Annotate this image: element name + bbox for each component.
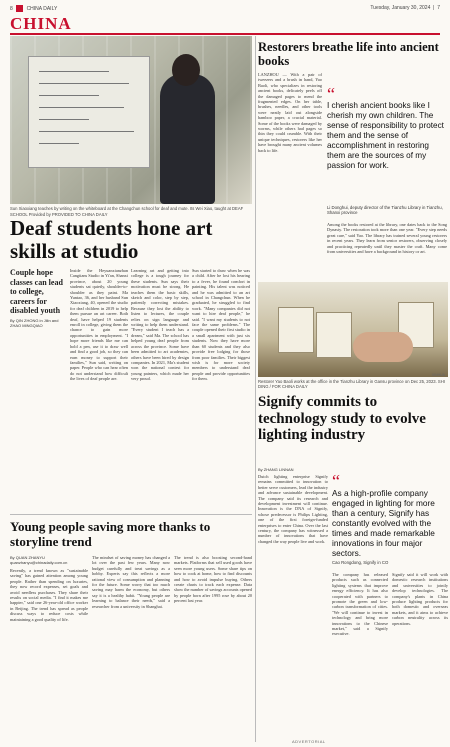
quote-mark-icon: “ — [327, 84, 335, 104]
second-body-col1: Recently, a trend known as "sustainable saving" has gained attention among young people. Rather than spending on luxuries, they now record expenses, set goals and avoid needless purchases. They share their results on social media. "I find it makes me happier," said one 26-year-old office worker in Beijing. The trend has spread as people discuss ways to reduce costs while maintaining a good quality of life. — [10, 568, 88, 622]
advertorial-label: ADVERTORIAL — [292, 739, 326, 744]
ad-byline: By ZHANG LINNAN — [258, 467, 294, 472]
lead-body-col1: Inside the Heyuanxianzhan Cangtians Studio in Yi'an, Shanxi province, about 20 young students sat quietly, shoulder-to-shoulder as they paint. Ma Yuntao, 36, and her husband Sun Xiaoxiang, 40, opened the studio for deaf children in 2019 to help them pursue an art career. Both deaf, have helped 19 students enroll in college, giving them the chance to gain more opportunities in employment. "I hope more friends like me can hold a pen, use it to draw well and find a good job, so they can earn money to support their families," Sun said, writing on paper. People who can hear often do not understand how difficult the lives of deaf people are. — [70, 268, 128, 382]
china-daily-logo-icon — [16, 5, 23, 12]
ad-body-col1: Dutch lighting enterprise Signify remains committed to innovation to better serve customers, lead the industry and advance sustainable development. The company said its research and development investment will continue. Innovation is the DNA of Signify, whose predecessor is Philips Lighting, one of the first foreign-funded enterprises to enter China. Over the last century, the company has witnessed a number of innovations that have changed the way people live and work. — [258, 474, 328, 544]
lead-byline: By QIN ZHONG in Jilin and ZHAO MINGQIAO — [10, 318, 59, 328]
ad-quote-attr: Cao Rongdong, Signify in CO — [332, 560, 389, 565]
lead-headline[interactable]: Deaf students hone art skills at studio — [10, 216, 213, 263]
right-headline[interactable]: Restorers breathe life into ancient books — [258, 40, 439, 68]
header-right: Tuesday, January 30, 2024 | 7 — [370, 5, 440, 11]
second-body-col2: The mindset of saving money has changed a lot over the past few years. Many now budget carefully and treat savings as a hobby. Experts say this reflects a more rational view of consumption and planning for the future. Some worry that too much saving may harm the economy, but others say it is a healthy habit. "Young people are learning to balance their needs," said a researcher from a university in Shanghai. — [92, 555, 170, 609]
divider — [10, 514, 252, 515]
ad-body-col2: The company has released products such as connected lighting systems that improve energy efficiency. It has also cooperated with partners to promote the green and low-carbon transformation of cities. "We will continue to invest in technology and bring more innovations to the Chinese market," said a Signify executive. — [332, 572, 388, 637]
right-pull-quote — [327, 84, 447, 171]
lead-photo-caption: Sun Xiaoxiang teaches by writing on the whiteboard at the Changchun school for deaf and mute. Its Wei Xiao, taught at DEAF SCHOOL Provided by PROVIDED TO CHINA DAILY — [10, 206, 244, 217]
lead-body-col2: Learning art and getting into college is a tough journey for these students. Sun says their motivation must be strong. He teaches them the basic skills, sketch and color, step by step, patiently correcting mistakes. Because they lost the ability to listen to lectures, the couple relies on sign language and writing to help them understand. "Every student I teach has a dream," said Ma. The school has helped young deaf people from across the province. Some have been admitted to art academies, others have been hired by design companies. In 2021, Ma's student won the national contest for young painters, which made her very proud. — [131, 268, 189, 382]
quote-mark-icon: “ — [332, 471, 340, 491]
header-left — [10, 5, 57, 12]
photo-person-head — [172, 54, 200, 86]
ad-body-col3: Signify said it will work with domestic research institutions and universities to jointly develop technologies. The company's plants in China produce lighting products for both domestic and overseas markets, and it aims to achieve carbon neutrality across its operations. — [392, 572, 448, 626]
issue-date: Tuesday, January 30, 2024 — [370, 5, 431, 11]
section-title: CHINA — [10, 14, 72, 33]
right-body-col1: LANZHOU — With a pair of tweezers and a brush in hand, Yao Baoli, who specializes in restoring ancient books, delicately peels off the damaged pages to mend the fragmented edges. On her table, brushes, needles, and other tools were neatly laid out alongside bamboo paper, a crucial material. Some of the books were damaged by worms, while others had pages so thin they could crumble. With their unique techniques, restorers like her have brought many ancient volumes back to life. — [258, 72, 322, 153]
ad-pull-quote-text: As a high-profile company engaged in lighting for more than a century, Signify has constantly evolved with the times and made remarkable innovations in four major sectors. — [332, 488, 435, 558]
restorer-photo — [258, 282, 448, 377]
lead-photo — [10, 36, 252, 204]
photo-whiteboard — [28, 56, 150, 168]
right-pull-quote-text: I cherish ancient books like I cherish my own children. The sense of responsibility to protect them and the sense of accomplishment in restoring them are the sources of my passion for work. — [327, 101, 444, 170]
photo-source: XINHUA — [431, 373, 445, 377]
page-label: 7 — [437, 5, 440, 11]
page-header — [10, 3, 440, 13]
photo-book-page — [278, 307, 314, 353]
second-body-col3: The trend is also boosting second-hand markets. Platforms that sell used goods have seen more young users. Some share tips on how to cook at home, how to find discounts and how to avoid impulse buying. Others create charts to track each expense. Data show the number of savings accounts opened by people born after 1995 rose by about 20 percent last year. — [174, 555, 252, 604]
photo-person — [160, 74, 215, 204]
second-headline[interactable]: Young people saving more thanks to storyline trend — [10, 519, 211, 549]
ad-headline[interactable]: Signify commits to technology study to evolve lighting industry — [258, 394, 426, 443]
right-pull-attr: Li Donghui, deputy director of the Tianzhu Library in Tianzhu, Shanxi province — [327, 205, 443, 216]
paper-name: CHINA DAILY — [26, 5, 58, 12]
lead-body-col3: Sun started to draw when he was a child. After he lost his hearing to a fever, he found comfort in painting. His talent was noticed and he was admitted to an art school in Changchun. When he graduated, he struggled to find work. "Many companies did not want to hire deaf people," he said. "I want my students to not face the same problems." The couple opened their first studio in a small apartment with just six students. Now they have more than 60 students and they also provide free lodging for those from poor families. Their biggest wish is for more society members to understand deaf people and provide opportunities for them. — [192, 268, 250, 382]
restorer-photo-caption: Restorer Yao Baoli works at the office in the Tianzhu Library in Gansu province on Dec 25, 2023. SHI DING / FOR CHINA DAILY — [258, 379, 445, 390]
section-rule — [10, 33, 440, 35]
photo-book-page — [316, 312, 352, 358]
right-body-col2: Among the books restored at the library, one dates back to the Song Dynasty. The restoration took more than one year. "Every step needs great care," said Yao. The library has trained several young restorers in recent years. They learn from senior restorers, observing closely and practicing repeatedly until they master the craft. Many come from universities and have a background in history or art. — [327, 222, 447, 255]
vertical-divider — [255, 36, 256, 742]
lead-deck: Couple hope classes can lead to college, careers for disabled youth — [10, 268, 63, 315]
second-byline: By QUAN ZHANYU quanzhanyu@chinadaily.com.cn — [10, 555, 68, 565]
photo-hand — [353, 332, 413, 362]
page-number: 8 — [10, 5, 13, 12]
ad-pull-quote — [332, 471, 447, 558]
